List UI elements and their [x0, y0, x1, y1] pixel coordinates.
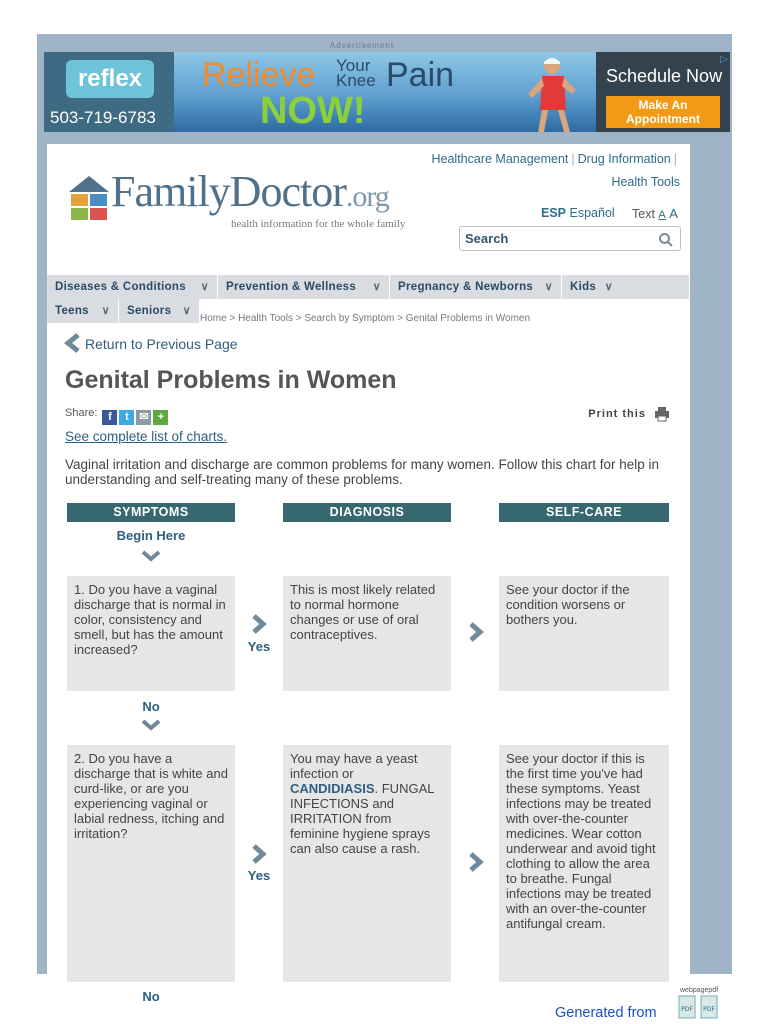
diagnosis-text: You may have a yeast infection or — [290, 751, 418, 781]
diagnosis-box-2 — [283, 745, 451, 982]
text-size-control — [632, 206, 678, 221]
ad-label: Advertisement — [329, 41, 395, 50]
chevron-right-icon[interactable] — [250, 844, 268, 864]
chevron-down-icon: ∨ — [372, 281, 381, 293]
nav-label: Kids — [570, 281, 597, 293]
nav-label: Seniors — [127, 305, 172, 317]
selfcare-box-1: See your doctor if the condition worsens or bothers you. — [499, 576, 669, 691]
topnav-health-tools[interactable]: Health Tools — [611, 175, 680, 189]
return-link[interactable] — [65, 334, 238, 352]
advertisement-banner[interactable] — [44, 52, 730, 132]
svg-text:PDF: PDF — [681, 1006, 693, 1013]
nav-label: Prevention & Wellness — [226, 281, 357, 293]
facebook-icon[interactable]: f — [102, 410, 117, 425]
chevron-down-icon: ∨ — [182, 305, 191, 317]
column-header-diagnosis: DIAGNOSIS — [283, 503, 451, 522]
ad-appointment-line2: Appointment — [626, 112, 700, 126]
topnav-drug-information[interactable]: Drug Information — [577, 152, 671, 166]
candidiasis-link[interactable]: CANDIDIASIS — [290, 781, 375, 796]
site-logo[interactable] — [65, 162, 425, 232]
chevron-down-icon: ∨ — [544, 281, 553, 293]
no-label[interactable]: No — [142, 989, 160, 1004]
logo-wordmark — [111, 166, 389, 217]
chevron-right-icon[interactable] — [467, 622, 485, 642]
top-nav: Healthcare Management | Drug Information | Health Tools — [431, 152, 680, 189]
adchoices-icon[interactable]: ▷ — [720, 54, 728, 65]
ad-headline-panel — [174, 52, 596, 132]
begin-here-label: Begin Here — [116, 528, 186, 543]
chevron-down-icon: ∨ — [604, 281, 613, 293]
share-bar — [65, 407, 168, 425]
pdf-icon — [678, 990, 696, 1020]
nav-label: Pregnancy & Newborns — [398, 281, 534, 293]
yes-label[interactable]: Yes — [247, 639, 271, 654]
language-switch[interactable] — [541, 206, 615, 220]
ad-appointment-button[interactable] — [606, 96, 720, 128]
search-icon[interactable] — [658, 232, 674, 248]
nav-teens[interactable] — [47, 299, 119, 323]
generated-from-label: Generated from — [555, 1005, 657, 1021]
logo-org: .org — [345, 180, 389, 213]
pdf-icon — [700, 990, 718, 1020]
ad-schedule: Schedule Now — [606, 66, 723, 86]
twitter-icon[interactable]: t — [119, 410, 134, 425]
svg-text:PDF: PDF — [703, 1006, 715, 1013]
nav-diseases-conditions[interactable] — [47, 275, 218, 299]
chevron-down-icon: ∨ — [200, 281, 209, 293]
page-title: Genital Problems in Women — [65, 366, 397, 394]
ad-pain: Pain — [386, 56, 455, 94]
diagnosis-text: . FUNGAL INFECTIONS and IRRITATION from feminine hygiene sprays can also cause a rash. — [290, 781, 434, 856]
nav-kids[interactable] — [562, 275, 690, 299]
text-size-small[interactable]: A — [658, 209, 666, 221]
chevron-right-icon[interactable] — [467, 852, 485, 872]
ad-appointment-line1: Make An — [638, 98, 688, 112]
no-label[interactable]: No — [142, 699, 160, 714]
house-logo-icon — [67, 172, 111, 222]
logo-tagline: health information for the whole family — [231, 218, 406, 230]
search-input[interactable] — [459, 226, 681, 251]
lang-code: ESP — [541, 206, 567, 220]
print-label: Print this — [588, 408, 646, 420]
text-size-label: Text — [632, 207, 655, 221]
selfcare-box-2: See your doctor if this is the first time you've had these symptoms. Yeast infections may be treated with over-the-counter medicines. Wear cotton underwear and avoid tight clothing to allow the area to breathe. Fungal infections may be treated with an over-the-counter antifungal cream. — [499, 745, 669, 982]
nav-label: Teens — [55, 305, 89, 317]
logo-family: FamilyDoctor — [111, 167, 346, 216]
text-size-large[interactable]: A — [669, 206, 678, 221]
ad-phone: 503-719-6783 — [50, 108, 156, 127]
runner-image — [514, 54, 584, 132]
lang-name: Español — [569, 206, 615, 220]
ad-knee: Knee — [336, 71, 376, 90]
webpagepdf-label: webpagepdf — [680, 987, 719, 994]
ad-brand-logo: reflex — [66, 60, 154, 98]
nav-seniors[interactable] — [119, 299, 200, 323]
return-link-label: Return to Previous Page — [85, 336, 238, 352]
nav-pregnancy-newborns[interactable] — [390, 275, 562, 299]
yes-label[interactable]: Yes — [247, 868, 271, 883]
chevron-down-icon — [141, 550, 161, 562]
plus-share-icon[interactable]: + — [153, 410, 168, 425]
email-icon[interactable]: ✉ — [136, 410, 151, 425]
chevron-left-icon — [65, 334, 81, 352]
symptom-box-1: 1. Do you have a vaginal discharge that is normal in color, consistency and smell, but has the amount increased? — [67, 576, 235, 691]
printer-icon — [654, 406, 670, 422]
breadcrumb[interactable]: Home > Health Tools > Search by Symptom > Genital Problems in Women — [200, 313, 531, 324]
topnav-healthcare-management[interactable]: Healthcare Management — [431, 152, 569, 166]
search-placeholder: Search — [465, 231, 509, 246]
intro-text: Vaginal irritation and discharge are common problems for many women. Follow this chart for help in understanding and self-treating many of these problems. — [65, 457, 660, 487]
symptom-box-2: 2. Do you have a discharge that is white and curd-like, or are you experiencing vaginal or labial redness, itching and irritation? — [67, 745, 235, 982]
chevron-right-icon[interactable] — [250, 614, 268, 634]
ad-brand-panel — [44, 52, 174, 132]
nav-label: Diseases & Conditions — [55, 281, 186, 293]
column-header-selfcare: SELF-CARE — [499, 503, 669, 522]
nav-prevention-wellness[interactable] — [218, 275, 390, 299]
ad-relieve: Relieve — [202, 56, 316, 94]
chevron-down-icon: ∨ — [101, 305, 110, 317]
print-button[interactable] — [588, 406, 670, 422]
chevron-down-icon — [141, 719, 161, 731]
share-label: Share: — [65, 407, 98, 419]
ad-your: Your — [336, 56, 371, 75]
ad-now: NOW! — [260, 90, 366, 132]
diagnosis-box-1: This is most likely related to normal hormone changes or use of oral contraceptives. — [283, 576, 451, 691]
main-page — [47, 144, 690, 1004]
ad-your-knee — [336, 58, 376, 88]
column-header-symptoms: SYMPTOMS — [67, 503, 235, 522]
see-all-charts-link[interactable]: See complete list of charts. — [65, 429, 228, 444]
ad-cta-panel — [596, 52, 730, 132]
